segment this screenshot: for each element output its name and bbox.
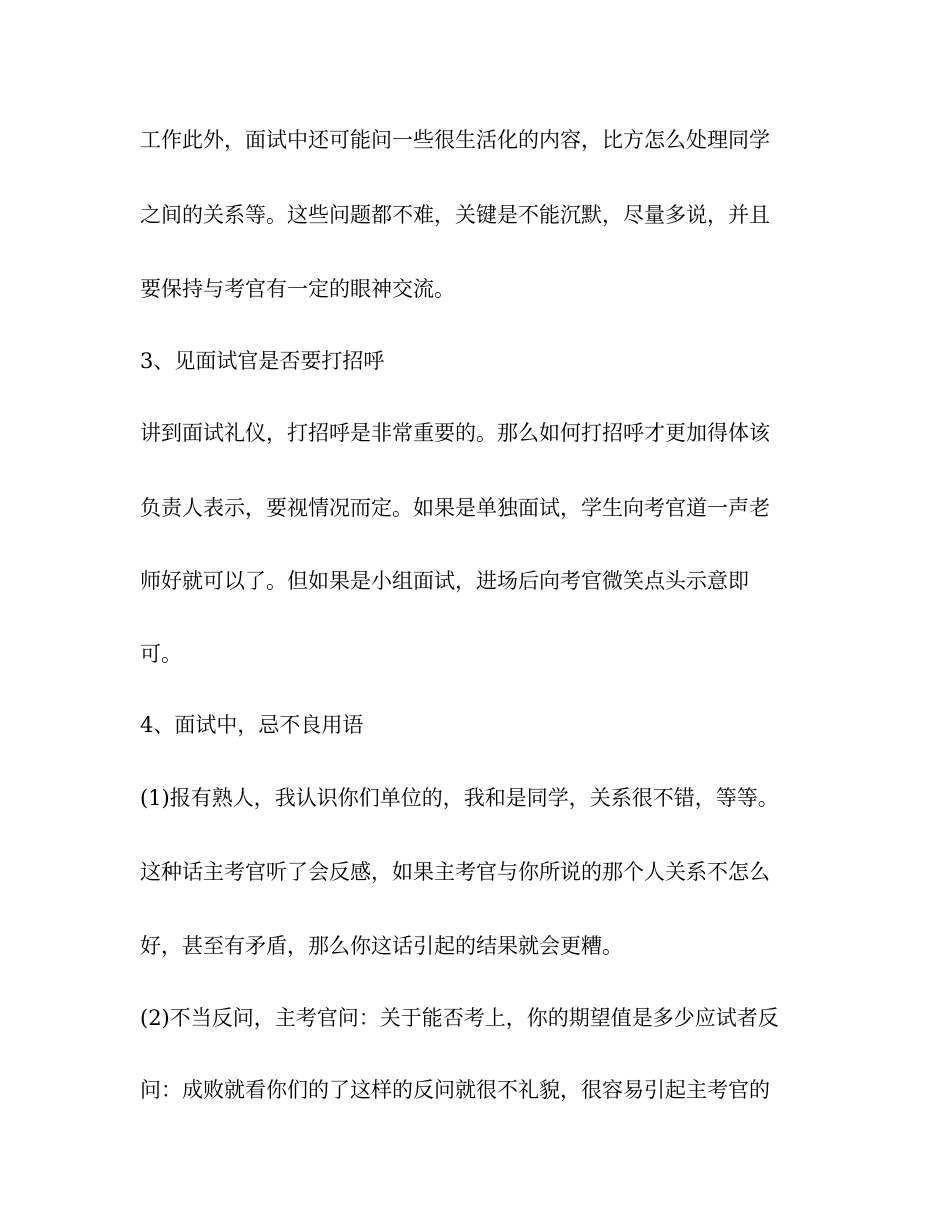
text-line: 要保持与考官有一定的眼神交流。 <box>140 277 455 301</box>
text-line: 之间的关系等。这些问题都不难，关键是不能沉默，尽量多说，并且 <box>140 203 770 227</box>
text-line: 师好就可以了。但如果是小组面试，进场后向考官微笑点头示意即 <box>140 569 749 593</box>
text-line: (2)不当反问，主考官问：关于能否考上，你的期望值是多少应试者反 <box>140 1006 779 1030</box>
text-line: 好，甚至有矛盾，那么你这话引起的结果就会更糟。 <box>140 934 623 958</box>
text-line: 负责人表示，要视情况而定。如果是单独面试，学生向考官道一声老 <box>140 496 770 520</box>
text-line: 问：成败就看你们的了这样的反问就很不礼貌，很容易引起主考官的 <box>140 1078 770 1102</box>
section-heading: 4、面试中，忌不良用语 <box>140 713 364 737</box>
text-line: (1)报有熟人，我认识你们单位的，我和是同学，关系很不错，等等。 <box>140 786 779 810</box>
text-line: 讲到面试礼仪，打招呼是非常重要的。那么如何打招呼才更加得体该 <box>140 421 770 445</box>
section-heading: 3、见面试官是否要打招呼 <box>140 349 385 373</box>
text-line: 这种话主考官听了会反感，如果主考官与你所说的那个人关系不怎么 <box>140 860 770 884</box>
text-line: 工作此外，面试中还可能问一些很生活化的内容，比方怎么处理同学 <box>140 128 770 152</box>
text-line: 可。 <box>140 642 182 666</box>
